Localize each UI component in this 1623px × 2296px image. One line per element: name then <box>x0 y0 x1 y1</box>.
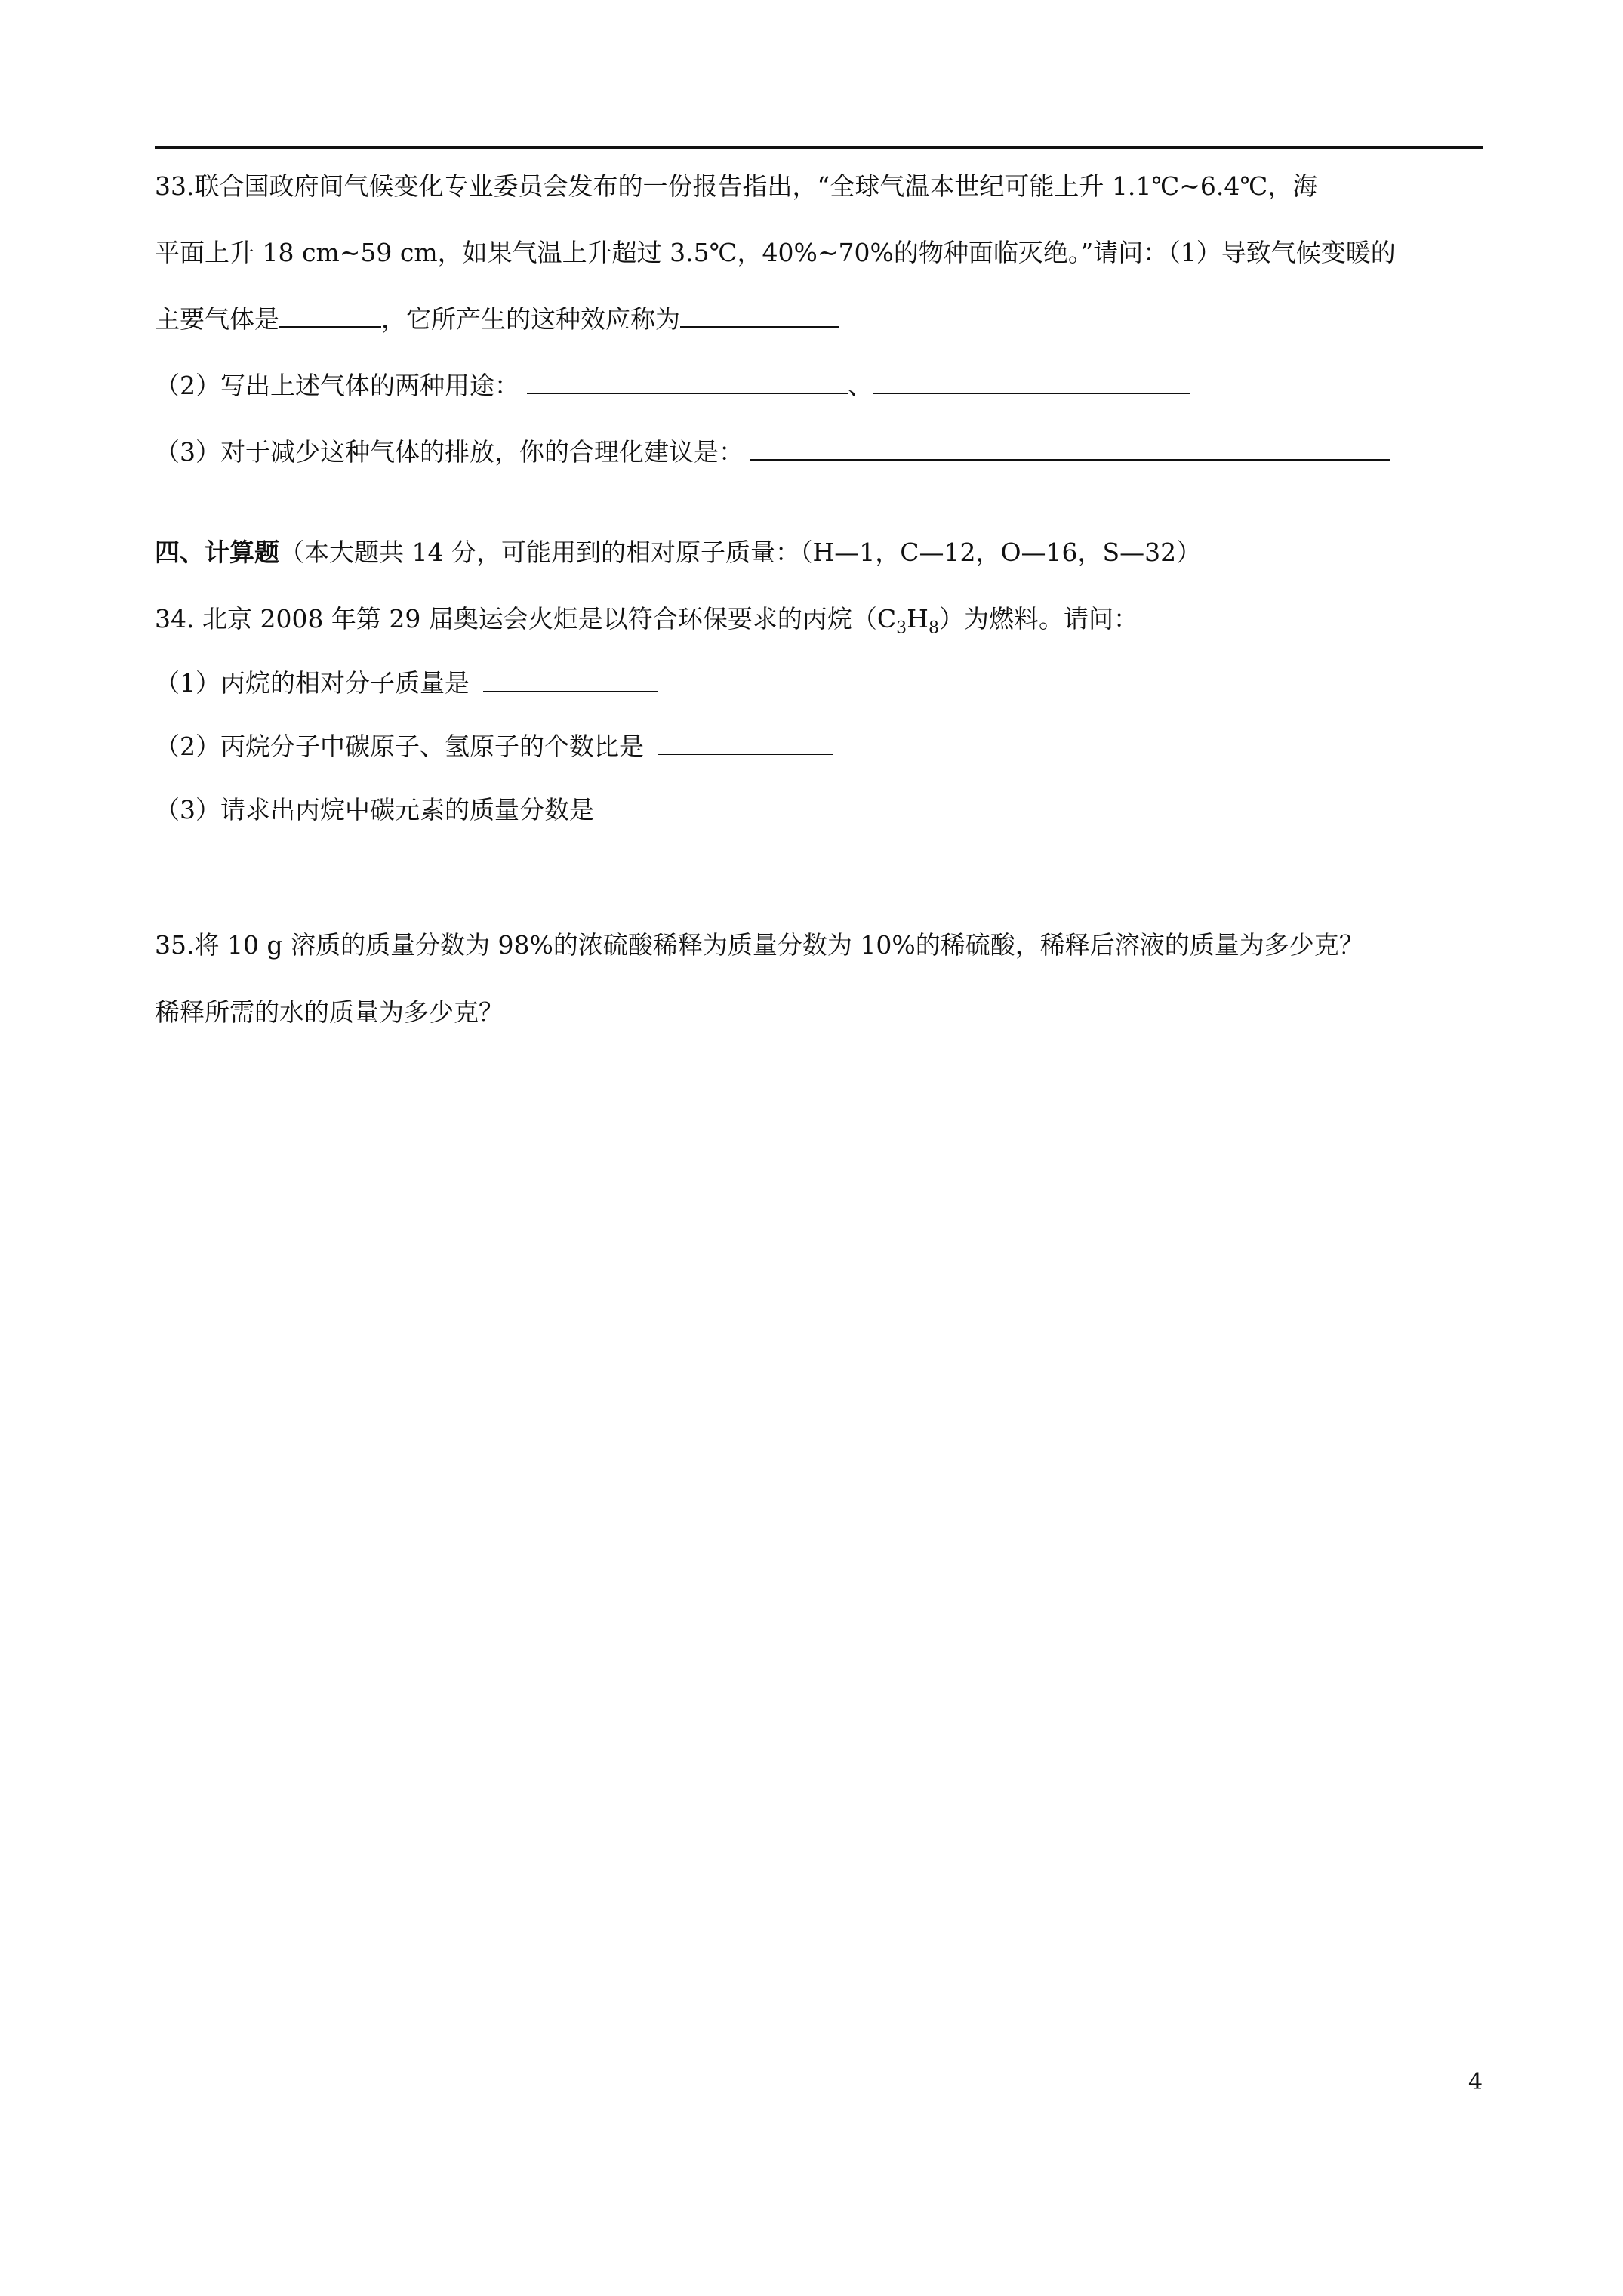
q33-sub-3-label: （3）对于减少这种气体的排放，你的合理化建议是： <box>155 437 744 467</box>
q34-blank-molar-mass[interactable] <box>483 665 658 692</box>
q34-intro-text-a: 34. 北京 2008 年第 29 届奥运会火炬是以符合环保要求的丙烷（C <box>155 604 897 633</box>
q35-line-1: 35.将 10 g 溶质的质量分数为 98%的浓硫酸稀释为质量分数为 10%的稀硫酸，稀释后溶液的质量为多少克？ <box>155 930 1364 960</box>
q34-intro <box>155 600 1138 638</box>
q33-sub-2-separator: 、 <box>848 371 873 400</box>
q34-part-2-label: （2）丙烷分子中碳原子、氢原子的个数比是 <box>155 732 644 761</box>
page-number: 4 <box>1468 2069 1483 2095</box>
q34-blank-atom-ratio[interactable] <box>658 729 833 755</box>
section-4-note: （本大题共 14 分，可能用到的相对原子质量：（H—1，C—12，O—16，S—32） <box>279 538 1202 567</box>
q34-intro-text-b: ）为燃料。请问： <box>938 604 1138 633</box>
q34-subscript-3: 3 <box>896 618 907 638</box>
q34-part-3 <box>155 791 795 829</box>
q34-part-2 <box>155 728 833 766</box>
section-4-heading <box>155 534 1201 572</box>
q33-sub-2-label: （2）写出上述气体的两种用途： <box>155 371 519 400</box>
q34-blank-carbon-fraction[interactable] <box>608 792 795 818</box>
q33-blank-gas[interactable] <box>279 300 381 328</box>
q34-part-1 <box>155 664 658 702</box>
section-4-title: 四、计算题 <box>155 538 279 567</box>
q33-line-3 <box>155 300 839 338</box>
q33-line-3-text-a: 主要气体是 <box>155 304 279 334</box>
q33-line-3-text-b: ，它所产生的这种效应称为 <box>381 304 680 334</box>
q34-subscript-8: 8 <box>928 618 939 638</box>
q33-sub-2 <box>155 367 1190 405</box>
q33-blank-use-2[interactable] <box>873 367 1190 394</box>
q33-line-2: 平面上升 18 cm~59 cm，如果气温上升超过 3.5℃，40%~70%的物种面临灭绝。”请问：（1）导致气候变暖的 <box>155 238 1396 267</box>
q34-h-symbol: H <box>907 604 929 633</box>
q35-line-2: 稀释所需的水的质量为多少克？ <box>155 997 504 1027</box>
q33-blank-use-1[interactable] <box>527 367 848 394</box>
q34-part-1-label: （1）丙烷的相对分子质量是 <box>155 668 470 698</box>
q33-blank-effect[interactable] <box>680 300 839 328</box>
q33-sub-3 <box>155 433 1390 471</box>
q33-line-1: 33.联合国政府间气候变化专业委员会发布的一份报告指出，“全球气温本世纪可能上升 1.1℃~6.4℃，海 <box>155 171 1318 201</box>
q34-part-3-label: （3）请求出丙烷中碳元素的质量分数是 <box>155 795 594 824</box>
q33-blank-suggestion[interactable] <box>750 433 1390 461</box>
header-rule <box>155 146 1483 149</box>
